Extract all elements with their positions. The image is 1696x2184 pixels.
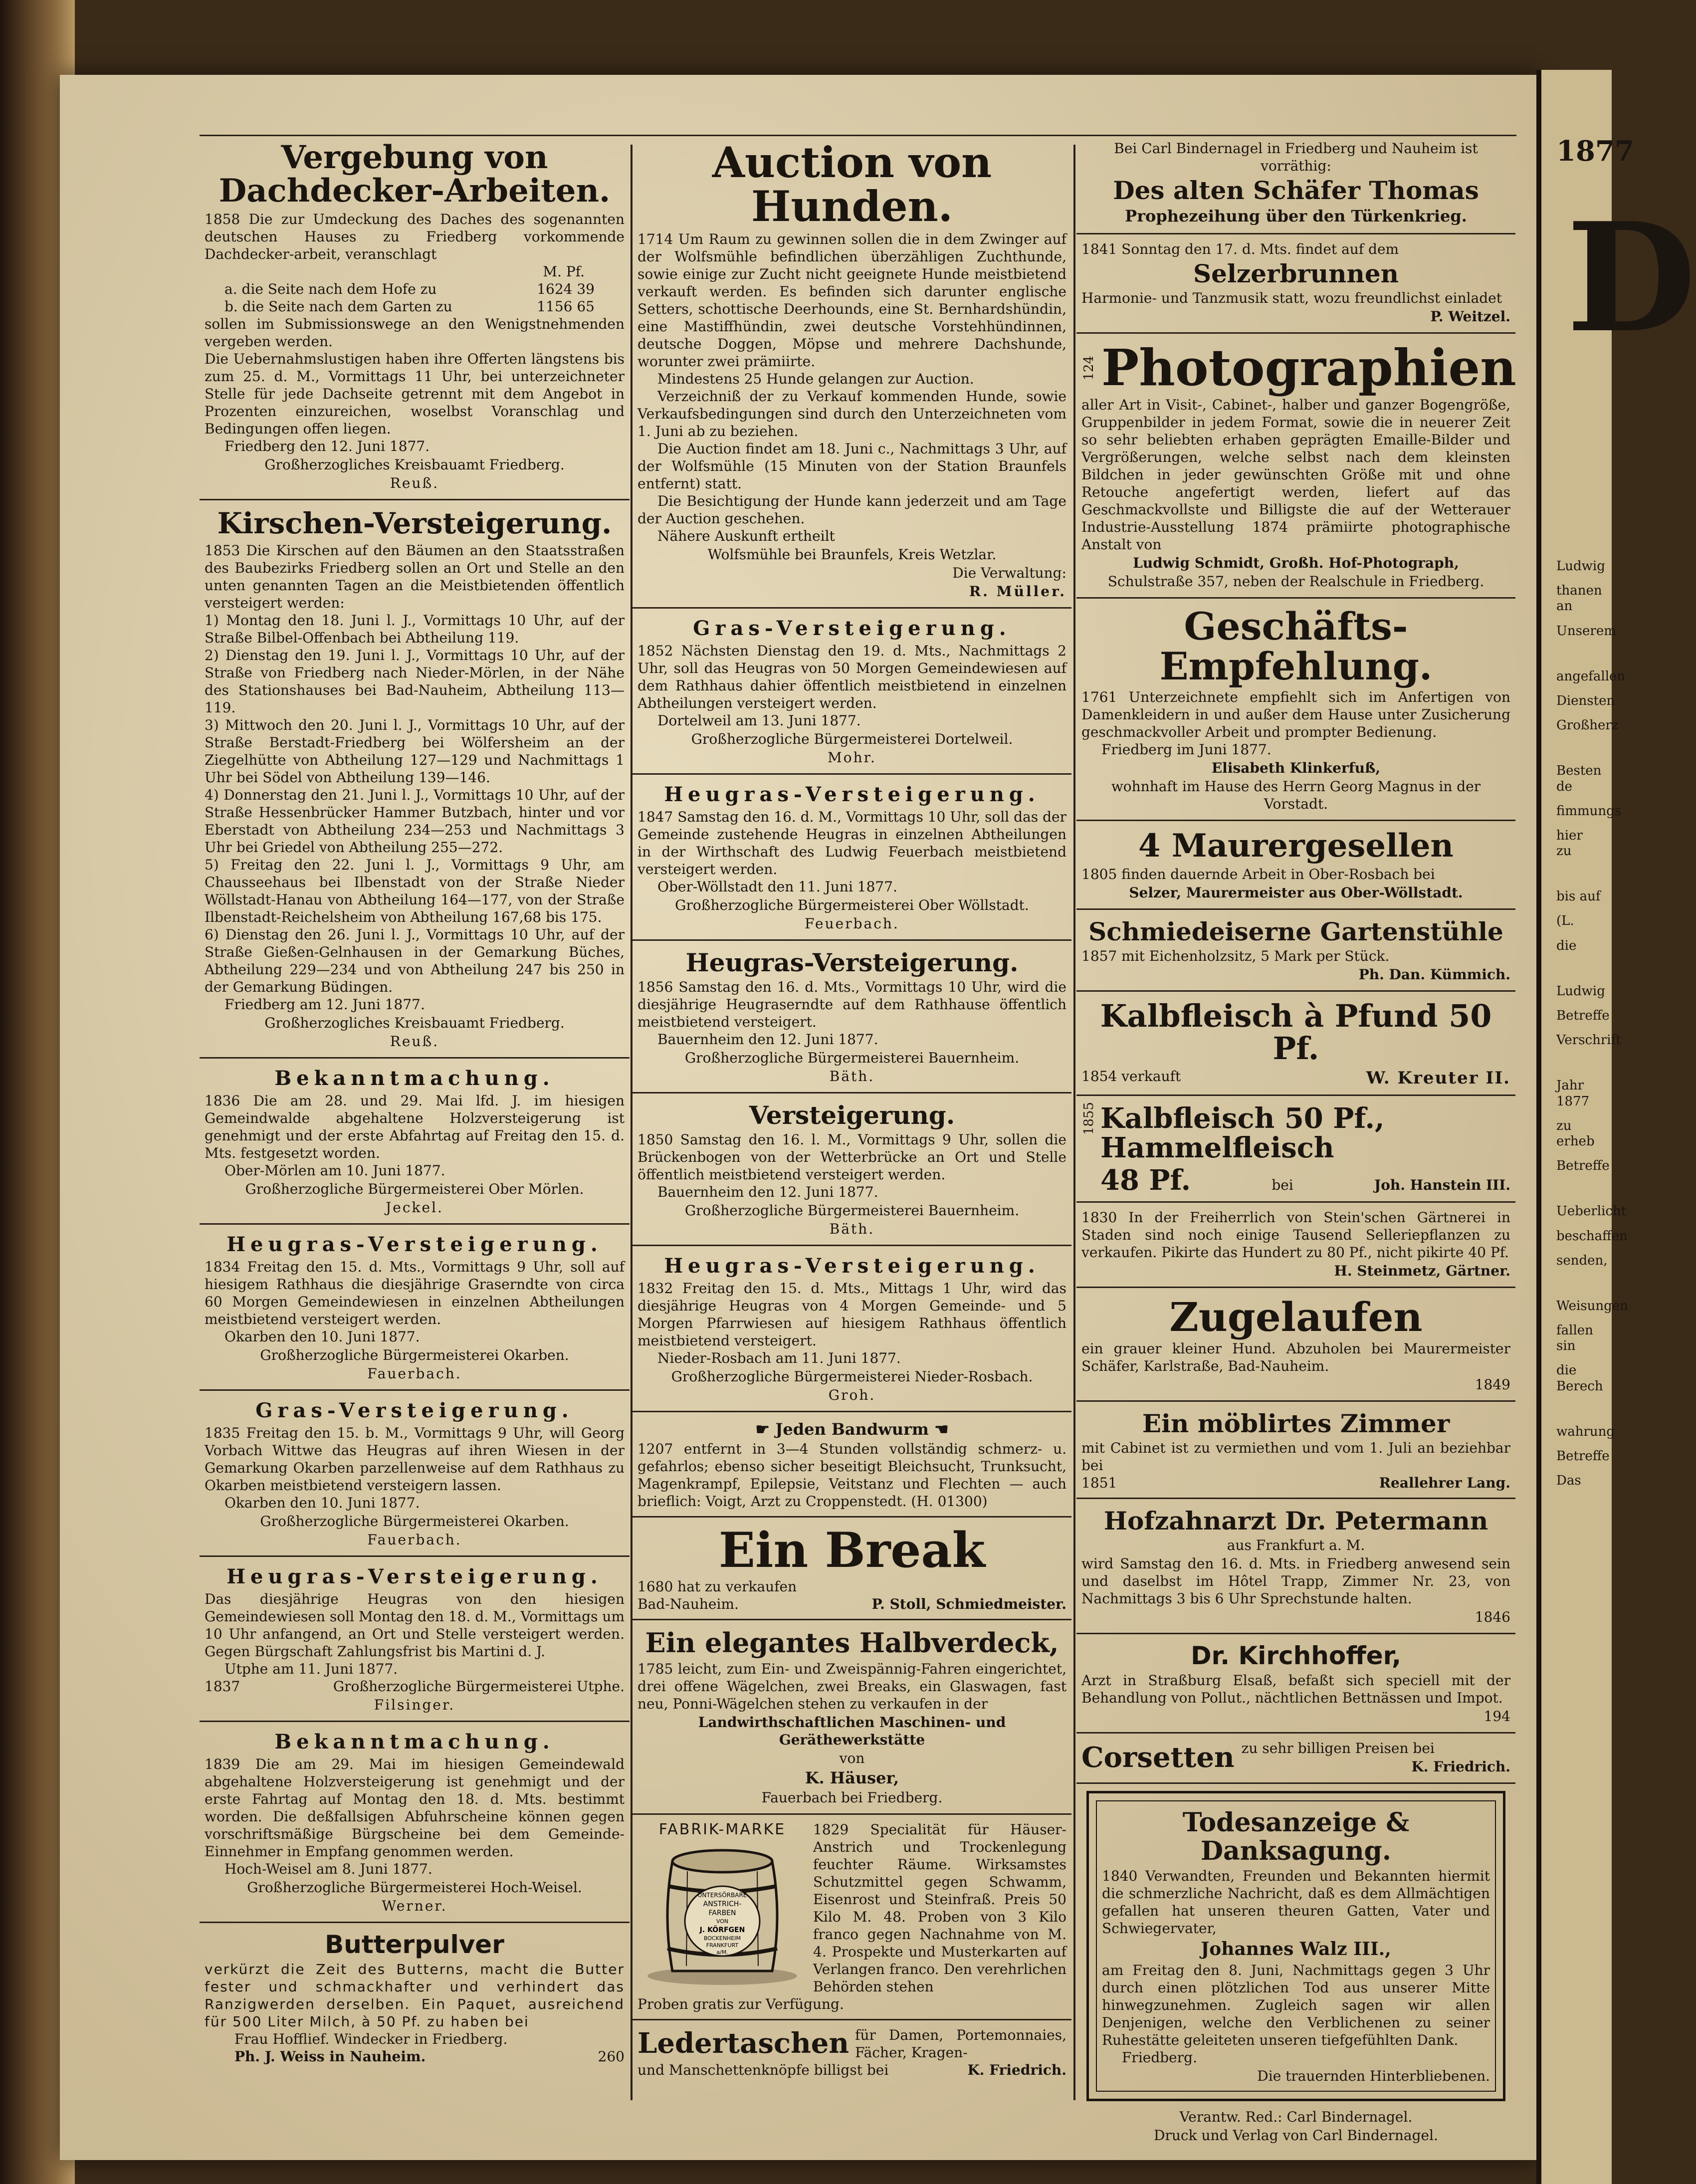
unit-header: M. Pf. xyxy=(543,263,585,280)
ad-signature: Filsinger. xyxy=(374,1697,455,1714)
ad-text: am Freitag den 8. Juni, Nachmittags gegen 3 Uhr durch einen plötzlichen Tod aus unserer Mitte hinwegzunehmen. Zugleich sagen wir allen Denjenigen, welche den Verblichenen zu seiner Ruhestätte geleiteten unseren tiefgefühlten Dank. xyxy=(1102,1962,1490,2049)
ad-gras-1 xyxy=(200,1393,630,1557)
deceased-name: Johannes Walz III., xyxy=(1201,1939,1391,1960)
next-page-fragment: fallen sin xyxy=(1556,1323,1593,1354)
ad-office: Großherzogliche Bürgermeisterei Ober Mörlen. xyxy=(245,1181,584,1198)
ad-text: 1852 Nächsten Dienstag den 19. d. Mts., Nachmittags 2 Uhr, soll das Heugras von 50 Morgen Gemeindewiesen auf dem Rathhaus dahier öffentlich meistbietend in einzelnen Abtheilungen versteigert werden. xyxy=(637,643,1066,712)
ad-break xyxy=(633,1520,1071,1620)
ad-date: Bauernheim den 12. Juni 1877. xyxy=(657,1184,878,1201)
ad-butterpulver xyxy=(200,1925,630,2071)
ad-text: 1829 Specialität für Häuser-Anstrich und Trockenlegung feuchter Räume. Wirksamstes Schutzmittel gegen Schwamm, Eisenrost und Steinfraß. Preis 50 Kilo M. 48. Proben von 3 Kilo franco gegen Nachnahme von M. 4. Prospekte und Musterkarten auf Verlangen franco. Den verehrlichen Behörden stehen xyxy=(813,1821,1066,1995)
ad-date: Ober-Wöllstadt den 11. Juni 1877. xyxy=(657,878,897,895)
ad-text: 1841 Sonntag den 17. d. Mts. findet auf dem xyxy=(1081,241,1399,257)
seller-row xyxy=(205,2048,625,2065)
ad-text: Das diesjährige Heugras von den hiesigen Gemeindewiesen soll Montag den 18. d. M., Vormittags um 10 Uhr anfangend, an Ort und Stelle versteigert werden. Gegen Bürgschaft Zahlungsfrist bis Martini d. J. xyxy=(205,1591,625,1660)
ad-signature: K. Friedrich. xyxy=(967,2061,1066,2078)
ad-heugras-5 xyxy=(633,1248,1071,1412)
ad-office: Großherzogliche Bürgermeisterei Nieder-Rosbach. xyxy=(671,1368,1033,1385)
ad-title: Vergebung von Dachdecker-Arbeiten. xyxy=(218,139,611,210)
ad-bekanntmachung-2 xyxy=(200,1724,630,1923)
next-page-fragment: Das xyxy=(1556,1473,1581,1489)
pointing-hand-icon: ☛ xyxy=(755,1420,770,1439)
next-page-fragment: angefallen xyxy=(1556,668,1626,684)
pointing-hand-icon: ☚ xyxy=(934,1420,949,1439)
barrel-label: VON xyxy=(716,1918,729,1925)
ad-title: Heugras-Versteigerung. xyxy=(226,1565,603,1589)
next-page-fragment: fimmungs xyxy=(1556,803,1622,819)
ad-todesanzeige xyxy=(1086,1791,1505,2101)
ad-heugras-2 xyxy=(200,1559,630,1722)
ad-address: Schulstraße 357, neben der Realschule in Friedberg. xyxy=(1107,573,1484,590)
ad-text: Die Besichtigung der Hunde kann jederzeit und am Tage der Auction geschehen. xyxy=(637,493,1066,527)
fabrik-content xyxy=(637,1821,1066,1995)
ad-title: Ledertaschen xyxy=(637,2026,849,2060)
ad-text: Bei Carl Bindernagel in Friedberg und Nauheim ist vorräthig: xyxy=(1114,140,1478,174)
ad-text: 1856 Samstag den 16. d. Mts., Vormittags 10 Uhr, wird die diesjährige Heugraserndte auf dem Rathhause öffentlich meistbietend versteigert. xyxy=(637,979,1066,1031)
list-item: 1) Montag den 18. Juni l. J., Vormittags 10 Uhr, auf der Straße Bilbel-Offenbach bei Abtheilung 119. xyxy=(205,612,625,647)
ad-signature: W. Kreuter II. xyxy=(1366,1068,1510,1088)
ad-office: Großherzogliche Bürgermeisterei Okarben. xyxy=(260,1513,569,1530)
list-item: 4) Donnerstag den 21. Juni l. J., Vormittags 10 Uhr, auf der Straße Hessenbrücker Hammer Butzbach, hinter und vor Eberstadt von Abtheilung 234—253 und Nachmittags 3 Uhr bei Griedel von Abtheilung 255—272. xyxy=(205,787,625,856)
ad-ledertaschen xyxy=(633,2022,1071,2085)
corsetten-row xyxy=(1081,1740,1510,1776)
ad-halbverdeck xyxy=(633,1622,1071,1814)
ad-text-tail: Proben gratis zur Verfügung. xyxy=(637,1995,844,2012)
ad-text: Arzt in Straßburg Elsaß, befaßt sich speciell mit der Behandlung von Pollut., nächtlichen Bettnässen und Impot. xyxy=(1081,1672,1510,1706)
ad-title: Heugras-Versteigerung. xyxy=(226,1233,603,1257)
ad-signature: Werner. xyxy=(382,1898,447,1915)
cost-value: 1624 39 xyxy=(537,281,595,298)
ad-versteigerung xyxy=(633,1095,1071,1246)
ad-number: 1837 xyxy=(205,1678,240,1695)
ad-title: Kalbfleisch à Pfund 50 Pf. xyxy=(1100,997,1492,1067)
ad-title: Bekanntmachung. xyxy=(274,1067,555,1091)
ad-text: 1680 hat zu verkaufen xyxy=(637,1578,797,1595)
ad-signature: Jeckel. xyxy=(386,1199,443,1216)
ad-text: und Manschettenknöpfe billigst bei xyxy=(637,2061,889,2078)
next-page-fragments xyxy=(1556,559,1628,2055)
ad-photographien xyxy=(1076,336,1515,599)
ad-signature: Reuß. xyxy=(390,475,439,492)
ad-text: 1207 entfernt in 3—4 Stunden vollständig schmerz- u. gefahrlos; ebenso sicher beseitigt Bleichsucht, Trunksucht, Magenkrampf, Epilepsie, Veitstanz und Flechten — auch brieflich: Voigt, Arzt zu Croppenstedt. (H. 01300) xyxy=(637,1441,1066,1510)
cost-row-b xyxy=(205,298,625,315)
ad-office: Großherzogliches Kreisbauamt Friedberg. xyxy=(264,1015,565,1032)
ad-kalbfleisch-1 xyxy=(1076,994,1515,1096)
cost-label: b. die Seite nach dem Garten zu xyxy=(224,298,452,315)
next-page-fragment: Besten de xyxy=(1556,763,1602,794)
imprint-editor: Verantw. Red.: Carl Bindernagel. xyxy=(1179,2109,1413,2126)
ad-date: Bauernheim den 12. Juni 1877. xyxy=(657,1031,878,1048)
ad-auction-hunde xyxy=(633,135,1071,609)
ad-title: Heugras-Versteigerung. xyxy=(664,783,1040,807)
ad-heugras-4 xyxy=(633,943,1071,1093)
ad-text: 1853 Die Kirschen auf den Bäumen an den Staatsstraßen des Baubezirks Friedberg sollen an Ort und Stelle an den unten genannten Tagen an die Meistbietenden öffentlich versteigert werden: xyxy=(205,542,625,612)
ad-title: Auction von Hunden. xyxy=(712,138,992,231)
next-page-fragment: hier zu xyxy=(1556,828,1583,859)
column-1 xyxy=(200,135,630,2073)
next-page-fragment: senden, xyxy=(1556,1253,1608,1268)
ad-fabrik-marke xyxy=(633,1817,1071,2020)
ad-title: Gras-Versteigerung. xyxy=(693,617,1011,641)
next-page-fragment: Verschrift xyxy=(1556,1033,1621,1048)
ad-text-right: für Damen, Portemonnaies, Fächer, Kragen- xyxy=(855,2026,1066,2061)
ad-text: wird Samstag den 16. d. Mts. in Friedberg anwesend sein und daselbst im Hôtel Trapp, Zimmer Nr. 23, von Nachmittags 3 bis 6 Uhr Sprechstunde halten. xyxy=(1081,1555,1510,1607)
ad-title-row xyxy=(637,1419,1066,1439)
ad-kirchhoffer xyxy=(1076,1636,1515,1734)
next-page-fragment: Ludwig xyxy=(1556,983,1605,999)
ad-text: 1714 Um Raum zu gewinnen sollen die in dem Zwinger auf der Wolfsmühle befindlichen überzähligen Zuchthunde, sowie einige zur Zucht nicht geeignete Hunde meistbietend verkauft werden. Es befinden sich darunter englische Setters, schottische Deerhounds, eine St. Bernhardshündin, eine Mastiffhündin, zwei deutsche Vorstehhündinnen, deutsche Doggen, Möpse und mehrere Dachshunde, worunter zwei prämiirte. xyxy=(637,231,1066,370)
ad-office: Großherzogliche Bürgermeisterei Bauernheim. xyxy=(684,1202,1020,1219)
ad-title: Geschäfts-Empfehlung. xyxy=(1159,604,1433,688)
next-page-fragment: die Berech xyxy=(1556,1363,1603,1394)
barrel-label: UNTERSÖRBARE xyxy=(697,1891,747,1899)
ad-zahnarzt xyxy=(1076,1501,1515,1634)
ad-signature: Bäth. xyxy=(829,1068,875,1085)
ad-text: 1854 verkauft xyxy=(1081,1068,1181,1085)
ad-admin: Die Verwaltung: xyxy=(952,565,1066,582)
column-2 xyxy=(633,135,1071,2087)
ad-number: 124 xyxy=(1081,355,1096,381)
list-item: 2) Dienstag den 19. Juni l. J., Vormittags 10 Uhr, auf der Straße von Friedberg nach Nieder-Mörlen, in der Nähe des Stationshauses bei Bad-Nauheim, Abtheilung 113—119. xyxy=(205,647,625,716)
ad-title: Kirschen-Versteigerung. xyxy=(217,506,612,541)
ad-schaefer-thomas xyxy=(1076,135,1515,234)
ad-name: K. Häuser, xyxy=(805,1768,899,1787)
leder-header xyxy=(637,2026,1066,2061)
ad-name: Ludwig Schmidt, Großh. Hof-Photograph, xyxy=(1133,555,1459,571)
ad-text: 1835 Freitag den 15. b. M., Vormittags 9 Uhr, will Georg Vorbach Wittwe das Heugras auf ihren Wiesen in der Gemarkung Okarben parzellenweise auf dem Rathhaus zu Okarben meistbietend versteigern lassen. xyxy=(205,1425,625,1494)
cost-label: a. die Seite nach dem Hofe zu xyxy=(224,281,437,298)
ad-date: Hoch-Weisel am 8. Juni 1877. xyxy=(224,1861,432,1878)
ad-date: Nieder-Rosbach am 11. Juni 1877. xyxy=(657,1350,901,1367)
ad-heugras-3 xyxy=(633,777,1071,941)
ad-zugelaufen xyxy=(1076,1290,1515,1402)
ad-office: Großherzogliche Bürgermeisterei Okarben. xyxy=(260,1347,569,1364)
ad-office: Großherzogliche Bürgermeisterei Dortelweil. xyxy=(691,731,1013,748)
ad-sign-row xyxy=(1081,1474,1510,1492)
ad-number: 1849 xyxy=(1475,1376,1510,1393)
ad-text: 1857 mit Eichenholzsitz, 5 Mark per Stück. xyxy=(1081,947,1390,964)
ad-title: Bekanntmachung. xyxy=(274,1730,555,1754)
ad-title: Corsetten xyxy=(1081,1741,1235,1774)
list-item: 6) Dienstag den 26. Juni l. J., Vormittags 10 Uhr, auf der Straße Gießen-Gelnhausen in der Gemarkung Büches, Abtheilung 229—234 und von Abtheilung 247 bis 250 in der Gemarkung Büdingen. xyxy=(205,926,625,996)
barrel-icon xyxy=(642,1841,802,1991)
next-page-fragment: Ueberlicht xyxy=(1556,1204,1627,1219)
ad-title: Selzerbrunnen xyxy=(1193,259,1399,288)
ad-place: Friedberg. xyxy=(1122,2049,1197,2066)
next-page-fragment: Ludwig xyxy=(1556,559,1605,574)
ad-number: 1855 xyxy=(1081,1102,1096,1135)
page-number: 260 xyxy=(598,2048,625,2065)
ad-signature: Groh. xyxy=(828,1387,876,1404)
ad-text: 1850 Samstag den 16. l. M., Vormittags 9 Uhr, sollen die Brückenbogen von der Wetterbrücke an Ort und Stelle öffentlich meistbietend versteigert werden. xyxy=(637,1131,1066,1183)
ad-sign-row xyxy=(637,2061,1066,2079)
barrel-label: BOCKENHEIM xyxy=(703,1935,741,1942)
photo-header xyxy=(1081,338,1516,397)
ad-signature: Feuerbach. xyxy=(805,915,899,932)
ad-signature: Reuß. xyxy=(390,1033,439,1050)
cost-value: 1156 65 xyxy=(537,298,595,315)
next-page-fragment: Betreffe xyxy=(1556,1008,1610,1023)
ad-sign-row xyxy=(1100,1166,1510,1195)
next-page-fragment: zu erheb xyxy=(1556,1118,1595,1149)
ad-title: Schmiedeiserne Gartenstühle xyxy=(1088,916,1503,946)
ad-signature: K. Friedrich. xyxy=(1411,1758,1510,1775)
barrel-label: J. KÖRFGEN xyxy=(699,1926,745,1934)
next-page-fragment: (L. xyxy=(1556,913,1574,929)
ad-office: Großherzogliche Bürgermeisterei Bauernheim. xyxy=(684,1050,1020,1067)
ad-text: 1785 leicht, zum Ein- und Zweispännig-Fahren eingerichtet, drei offene Wägelchen, zwei Breaks, ein Glaswagen, fast neu, Ponni-Wägelchen stehen zu verkaufen in der xyxy=(637,1660,1066,1712)
ad-firm: Landwirthschaftlichen Maschinen- und Geräthewerkstätte xyxy=(698,1714,1006,1748)
ad-text: 1761 Unterzeichnete empfiehlt sich im Anfertigen von Damenkleidern in und außer dem Hause unter Zusicherung geschmackvoller Arbeit und prompter Bedienung. xyxy=(1081,688,1510,740)
ad-address: wohnhaft im Hause des Herrn Georg Magnus in der Vorstadt. xyxy=(1111,778,1481,812)
ad-corsetten xyxy=(1076,1736,1515,1784)
ad-title: 4 Maurergesellen xyxy=(1138,827,1454,865)
ad-text: Nähere Auskunft ertheilt xyxy=(657,528,835,545)
ad-text: mit Cabinet ist zu vermiethen und vom 1. Juli an beziehbar bei xyxy=(1081,1439,1510,1474)
ad-office: Großherzogliche Bürgermeisterei Hoch-Weisel. xyxy=(247,1879,582,1896)
ad-maurergesellen xyxy=(1076,823,1515,910)
ad-title: Kalbfleisch 50 Pf., Hammelfleisch xyxy=(1100,1102,1385,1165)
ad-signature: Die trauernden Hinterbliebenen. xyxy=(1257,2068,1490,2085)
ad-signature: H. Steinmetz, Gärtner. xyxy=(1334,1262,1510,1279)
ad-date: Friedberg im Juni 1877. xyxy=(1101,741,1272,758)
ad-von: von xyxy=(839,1749,865,1766)
ad-date: Okarben den 10. Juni 1877. xyxy=(224,1495,420,1512)
next-page-fragment: Betreffe xyxy=(1556,1449,1610,1464)
ad-title: Gras-Versteigerung. xyxy=(255,1399,574,1423)
barrel-label: a/M. xyxy=(716,1949,728,1956)
ad-geschaefts-empfehlung xyxy=(1076,601,1515,821)
ad-text: 1847 Samstag den 16. d. M., Vormittags 10 Uhr, soll das der Gemeinde zustehende Heugras in einzelnen Abtheilungen in der Wirthschaft des Ludwig Feuerbach meistbietend versteigert werden. xyxy=(637,809,1066,878)
ad-title: Dr. Kirchhoffer, xyxy=(1191,1641,1401,1670)
ad-heugras-1 xyxy=(200,1227,630,1391)
ad-signature: Ph. Dan. Kümmich. xyxy=(1358,966,1510,983)
mark-title: FABRIK-MARKE xyxy=(658,1820,786,1838)
ad-text: 1840 Verwandten, Freunden und Bekannten hiermit die schmerzliche Nachricht, daß es dem Allmächtigen gefallen hat unseren theuren Gatten, Vater und Schwiegervater, xyxy=(1102,1868,1490,1937)
ad-date: Okarben den 10. Juni 1877. xyxy=(224,1328,420,1345)
ad-signature: Fauerbach. xyxy=(367,1531,462,1548)
ad-title: Jeden Bandwurm xyxy=(775,1420,929,1439)
ad-title: Zugelaufen xyxy=(1169,1293,1423,1340)
ad-title: Versteigerung. xyxy=(749,1100,955,1130)
ad-text: 1839 Die am 29. Mai im hiesigen Gemeindewald abgehaltene Holzversteigerung ist genehmigt und der erste Fahrtag auf Montag den 18. d. Mts. bestimmt worden. Die deßfallsigen Abfuhrscheine können gegen vorschriftsmäßige Bürgscheine bei dem Gemeinde-Einnehmer in Empfang genommen werden. xyxy=(205,1756,625,1860)
ad-title: Heugras-Versteigerung. xyxy=(664,1254,1040,1278)
ad-text: 1858 Die zur Umdeckung des Daches des sogenannten deutschen Hauses zu Friedberg vorkommende Dachdecker-arbeit, veranschlagt xyxy=(205,211,625,263)
ad-signature: P. Stoll, Schmiedmeister. xyxy=(871,1596,1066,1613)
next-page-masthead-letter: D xyxy=(1566,190,1696,366)
ad-signature: Reallehrer Lang. xyxy=(1379,1474,1510,1491)
ad-title: Hofzahnarzt Dr. Petermann xyxy=(1103,1506,1488,1535)
ad-name: Elisabeth Klinkerfuß, xyxy=(1211,759,1381,776)
ad-date: Friedberg am 12. Juni 1877. xyxy=(224,996,425,1013)
ad-text: 1836 Die am 28. und 29. Mai lfd. J. im hiesigen Gemeindwalde abgehaltene Holzversteigerung ist genehmigt und der erste Abfahrtag auf Freitag den 15. d. Mts. festgesetzt worden. xyxy=(205,1092,625,1162)
seller-line: Ph. J. Weiss in Nauheim. xyxy=(234,2048,426,2065)
ad-selzerbrunnen xyxy=(1076,236,1515,334)
next-page-fragment: Unserem xyxy=(1556,623,1616,639)
ad-title: Todesanzeige & Danksagung. xyxy=(1182,1807,1410,1867)
list-item: 3) Mittwoch den 20. Juni l. J., Vormittags 10 Uhr, auf der Straße Berstadt-Friedberg bei Wölfersheim an der Ziegelhütte von Abtheilung 127—129 und Nachmittags 1 Uhr bei Södel von Abtheilung 139—146. xyxy=(205,717,625,786)
next-page-fragment: Jahr 1877 xyxy=(1556,1078,1590,1109)
ad-kalbfleisch-2 xyxy=(1076,1098,1515,1202)
barrel-label: ANSTRICH- xyxy=(703,1900,742,1908)
ad-title: Butterpulver xyxy=(325,1930,504,1960)
ad-office: Großherzogliches Kreisbauamt Friedberg. xyxy=(264,456,565,473)
ad-dachdecker xyxy=(200,135,630,500)
ad-signature: Bäth. xyxy=(829,1221,875,1238)
seller-line: Frau Hofflief. Windecker in Friedberg. xyxy=(234,2031,508,2048)
ad-kirschen xyxy=(200,502,630,1059)
ad-text: Verzeichniß der zu Verkauf kommenden Hunde, sowie Verkaufsbedingungen sind durch den Unterzeichneten vom 1. Juni ab zu beziehen. xyxy=(637,388,1066,440)
ad-date: Utphe am 11. Juni 1877. xyxy=(224,1661,398,1678)
ad-text: ein grauer kleiner Hund. Abzuholen bei Maurermeister Schäfer, Karlstraße, Bad-Nauheim. xyxy=(1081,1340,1510,1374)
ad-title: Ein elegantes Halbverdeck, xyxy=(645,1627,1059,1659)
ad-text: aller Art in Visit-, Cabinet-, halber und ganzer Bogengröße, Gruppenbilder in jedem Format, sowie die in neuerer Zeit so sehr beliebten erhaben geprägten Emaille-Bilder und Vergrößerungen, welche selbst nach dem kleinsten Bildchen in jeder gewünschten Größe mit und ohne Retouche angefertigt werden, liefert auf das Geschmackvollste und Billigste die auf der Wetterauer Industrie-Ausstellung 1874 prämiirte photographische Anstalt von xyxy=(1081,397,1510,553)
ad-signature: Fauerbach. xyxy=(367,1365,462,1382)
ad-text: 1834 Freitag den 15. d. Mts., Vormittags 9 Uhr, soll auf hiesigem Rathhaus die diesjährige Graserndte von circa 60 Morgen Gemeindewiesen in einzelnen Abtheilungen meistbietend versteigert werden. xyxy=(205,1259,625,1328)
ad-text: 1832 Freitag den 15. d. Mts., Mittags 1 Uhr, wird das diesjährige Heugras von 4 Morgen Gemeinde- und 5 Morgen Pfarrwiesen auf hiesigem Rathhaus öffentlich meistbietend versteigert. xyxy=(637,1280,1066,1349)
column-rule-2 xyxy=(1073,145,1075,2100)
ad-bei: bei xyxy=(1272,1177,1293,1194)
barrel-label: FARBEN xyxy=(708,1909,736,1917)
todes-inner-frame xyxy=(1096,1800,1496,2092)
ad-signature: P. Weitzel. xyxy=(1430,308,1510,325)
imprint-publisher: Druck und Verlag von Carl Bindernagel. xyxy=(1154,2127,1438,2144)
ad-number: 1846 xyxy=(1475,1608,1510,1625)
ad-date: Friedberg den 12. Juni 1877. xyxy=(224,438,430,455)
ad-text: 1805 finden dauernde Arbeit in Ober-Rosbach bei xyxy=(1081,866,1435,882)
ad-text: verkürzt die Zeit des Butterns, macht die Butter fester und schmackhafter und verhindert das Ranzigwerden derselben. Ein Paquet, ausreichend für 500 Liter Milch, à 50 Pf. zu haben bei xyxy=(205,1961,625,2030)
ad-title: Ein möblirtes Zimmer xyxy=(1142,1408,1450,1438)
ad-date: Ober-Mörlen am 10. Juni 1877. xyxy=(224,1162,445,1179)
next-page-year: 1877 xyxy=(1556,135,1634,168)
ad-signature: R. Müller. xyxy=(969,583,1066,600)
imprint xyxy=(1076,2108,1515,2145)
ad-gras-2 xyxy=(633,611,1071,775)
ad-bekanntmachung-1 xyxy=(200,1061,630,1225)
next-page-fragment: die xyxy=(1556,938,1577,953)
ad-gartenstuehle xyxy=(1076,912,1515,992)
ad-sign-row xyxy=(637,1595,1066,1613)
ad-subtitle: Prophezeihung über den Türkenkrieg. xyxy=(1125,207,1467,225)
next-page-fragment: Diensten xyxy=(1556,693,1615,708)
ad-signature: Mohr. xyxy=(828,749,876,766)
ad-zimmer xyxy=(1076,1404,1515,1499)
ad-text: 1830 In der Freiherrlich von Stein'schen Gärtnerei in Staden sind noch einige Tausend Selleriepflanzen zu verkaufen. Pikirte das Hundert zu 80 Pf., nicht pikirte 40 Pf. xyxy=(1081,1209,1510,1261)
office-row xyxy=(205,1678,625,1695)
next-page-fragment: Großherz xyxy=(1556,718,1619,733)
next-page-fragment: wahrung xyxy=(1556,1424,1615,1439)
ad-date: Dortelweil am 13. Juni 1877. xyxy=(657,712,861,729)
kalb2-header xyxy=(1081,1102,1510,1195)
ad-office: Großherzogliche Bürgermeisterei Utphe. xyxy=(333,1678,625,1695)
ad-title: Ein Break xyxy=(718,1522,986,1579)
ad-signature: Joh. Hanstein III. xyxy=(1374,1177,1510,1194)
ad-place: Wolfsmühle bei Braunfels, Kreis Wetzlar. xyxy=(707,546,997,563)
next-page-fragment: thanen an xyxy=(1556,583,1602,614)
ad-text: Die Uebernahmslustigen haben ihre Offerten längstens bis zum 25. d. M., Vormittags 11 Uhr, bei unterzeichneter Stelle für jede Dachseite getrennt mit dem Angebot in Prozenten einzureichen, woselbst Voranschlag und Bedingungen offen liegen. xyxy=(205,351,625,437)
ad-text: zu sehr billigen Preisen bei xyxy=(1241,1740,1435,1756)
ad-text: Mindestens 25 Hunde gelangen zur Auction. xyxy=(657,371,974,388)
ad-title-2: 48 Pf. xyxy=(1100,1164,1191,1197)
column-3 xyxy=(1076,135,1515,2145)
ad-bandwurm xyxy=(633,1414,1071,1518)
ad-number: 194 xyxy=(1484,1708,1510,1725)
ad-number: 1851 xyxy=(1081,1474,1117,1491)
ad-text: Harmonie- und Tanzmusik statt, wozu freundlichst einladet xyxy=(1081,290,1502,306)
next-page-fragment: bis auf xyxy=(1556,889,1601,904)
barrel-label: FRANKFURT xyxy=(706,1942,739,1949)
ad-title: Photographien xyxy=(1101,338,1516,397)
ad-sellerie xyxy=(1076,1205,1515,1288)
ad-signature: Selzer, Maurermeister aus Ober-Wöllstadt. xyxy=(1129,884,1463,901)
ad-place: Fauerbach bei Friedberg. xyxy=(761,1789,943,1806)
next-page-fragment: Weisungen xyxy=(1556,1298,1628,1313)
list-item: 5) Freitag den 22. Juni l. J., Vormittags 9 Uhr, am Chausseehaus bei Ilbenstadt von der Straße Nieder Wöllstadt-Hanau von Abtheilung 164—177, von der Straße Ilbenstadt-Reichelsheim von Abtheilung 167,68 bis 175. xyxy=(205,857,625,926)
ad-place: Bad-Nauheim. xyxy=(637,1596,739,1613)
next-page-fragment: beschaffen xyxy=(1556,1228,1628,1244)
ad-title: Heugras-Versteigerung. xyxy=(685,948,1019,978)
ad-title: Des alten Schäfer Thomas xyxy=(1113,176,1479,205)
ad-text: sollen im Submissionswege an den Wenigstnehmenden vergeben werden. xyxy=(205,316,625,350)
ad-subtitle: aus Frankfurt a. M. xyxy=(1227,1536,1365,1553)
ad-office: Großherzogliche Bürgermeisterei Ober Wöllstadt. xyxy=(675,897,1029,914)
ad-sign-row xyxy=(1081,1068,1510,1089)
trademark-block xyxy=(637,1821,807,1995)
ad-text: Die Auction findet am 18. Juni c., Nachmittags 3 Uhr, auf der Wolfsmühle (15 Minuten von der Station Braunfels entfernt) statt. xyxy=(637,440,1066,492)
cost-row-a xyxy=(205,280,625,298)
next-page-fragment: Betreffe xyxy=(1556,1158,1610,1174)
